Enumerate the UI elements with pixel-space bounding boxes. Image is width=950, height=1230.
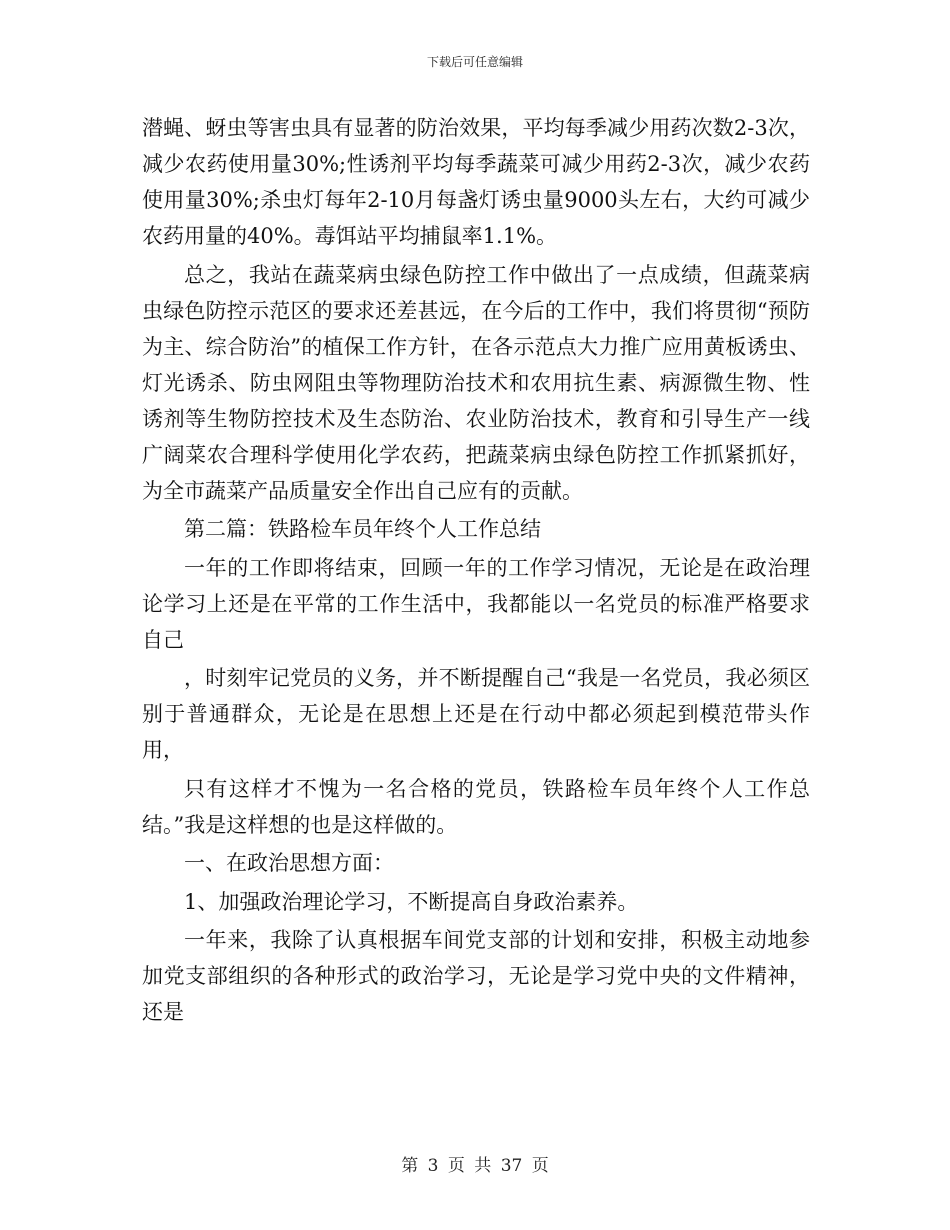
page-header: 下载后可任意编辑: [426, 55, 523, 69]
paragraph: 只有这样才不愧为一名合格的党员，铁路检车员年终个人工作总结。”我是这样想的也是这样做的。: [142, 776, 810, 837]
list-item: 1、加强政治理论学习，不断提高自身政治素养。: [184, 889, 639, 914]
paragraph: 一年来，我除了认真根据车间党支部的计划和安排，积极主动地参加党支部组织的各种形式的政治学习，无论是学习党中央的文件精神，还是: [142, 928, 810, 1024]
paragraph: 潜蝇、蚜虫等害虫具有显著的防治效果，平均每季减少用药次数2-3次，减少农药使用量30%;性诱剂平均每季蔬菜可减少用药2-3次，减少农药使用量30%;杀虫灯每年2-10月每盏灯诱虫量9000头左右，大约可减少农药用量的40%。毒饵站平均捕鼠率1.1%。: [142, 116, 810, 248]
subsection-heading: 一、在政治思想方面：: [184, 851, 394, 875]
document-body: [142, 110, 810, 1033]
paragraph: 总之，我站在蔬菜病虫绿色防控工作中做出了一点成绩，但蔬菜病虫绿色防控示范区的要求还差甚远，在今后的工作中，我们将贯彻“预防为主、综合防治”的植保工作方针，在各示范点大力推广应用黄板诱虫、灯光诱杀、防虫网阻虫等物理防治技术和农用抗生素、病源微生物、性诱剂等生物防控技术及生态防治、农业防治技术，教育和引导生产一线广阔菜农合理科学使用化学农药，把蔬菜病虫绿色防控工作抓紧抓好，为全市蔬菜产品质量安全作出自己应有的贡献。: [142, 262, 810, 503]
paragraph: 一年的工作即将结束，回顾一年的工作学习情况，无论是在政治理论学习上还是在平常的工作生活中，我都能以一名党员的标准严格要求自己: [142, 555, 810, 652]
page-number: 第 3 页 共 37 页: [401, 1156, 549, 1176]
section-heading: 第二篇：铁路检车员年终个人工作总结: [184, 517, 541, 541]
paragraph: ，时刻牢记党员的义务，并不断提醒自己“我是一名党员，我必须区别于普通群众，无论是在思想上还是在行动中都必须起到模范带头作用，: [142, 666, 810, 762]
